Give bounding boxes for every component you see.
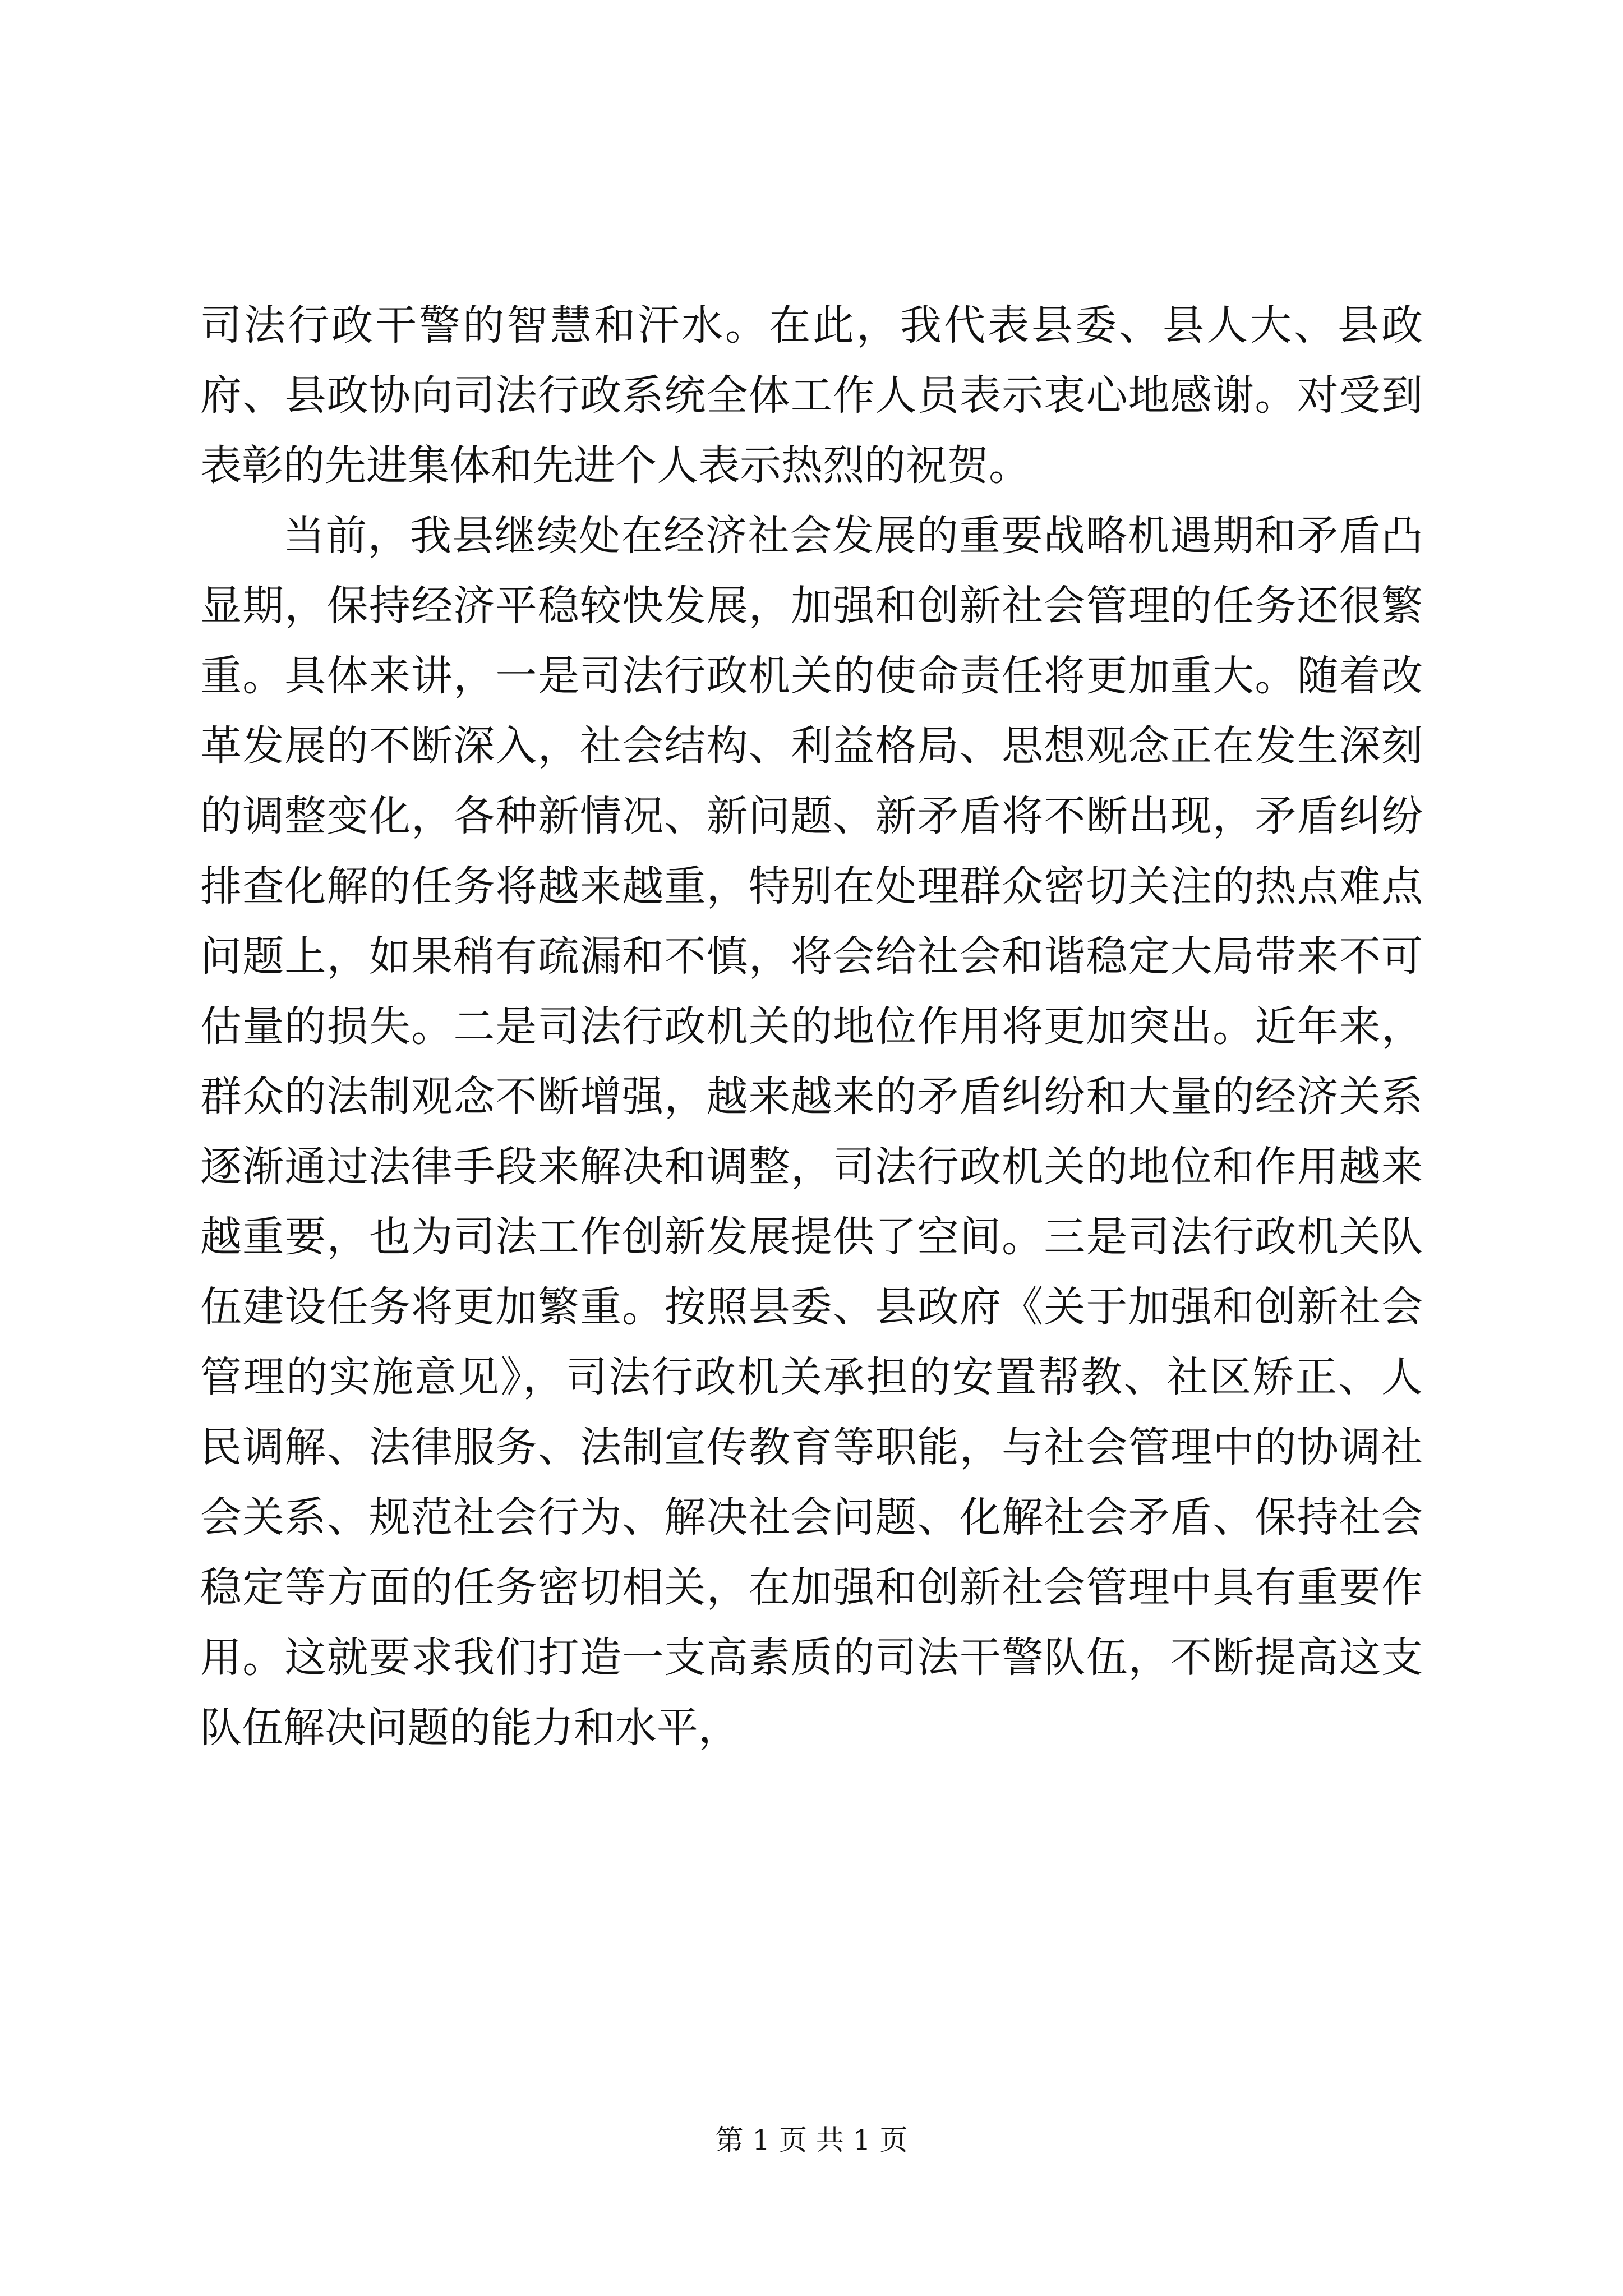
document-body (200, 291, 1423, 1763)
paragraph-2: 当前，我县继续处在经济社会发展的重要战略机遇期和矛盾凸显期，保持经济平稳较快发展，加强和创新社会管理的任务还很繁重。具体来讲，一是司法行政机关的使命责任将更加重大。随着改革发展的不断深入，社会结构、利益格局、思想观念正在发生深刻的调整变化，各种新情况、新问题、新矛盾将不断出现，矛盾纠纷排查化解的任务将越来越重，特别在处理群众密切关注的热点难点问题上，如果稍有疏漏和不慎，将会给社会和谐稳定大局带来不可估量的损失。二是司法行政机关的地位作用将更加突出。近年来，群众的法制观念不断增强，越来越来的矛盾纠纷和大量的经济关系逐渐通过法律手段来解决和调整，司法行政机关的地位和作用越来越重要，也为司法工作创新发展提供了空间。三是司法行政机关队伍建设任务将更加繁重。按照县委、县政府《关于加强和创新社会管理的实施意见》，司法行政机关承担的安置帮教、社区矫正、人民调解、法律服务、法制宣传教育等职能，与社会管理中的协调社会关系、规范社会行为、解决社会问题、化解社会矛盾、保持社会稳定等方面的任务密切相关，在加强和创新社会管理中具有重要作用。这就要求我们打造一支高素质的司法干警队伍，不断提高这支队伍解决问题的能力和水平， (200, 512, 1423, 1752)
page-footer: 第 1 页 共 1 页 (715, 2124, 908, 2156)
paragraph-1: 司法行政干警的智慧和汗水。在此，我代表县委、县人大、县政府、县政协向司法行政系统全体工作人员表示衷心地感谢。对受到表彰的先进集体和先进个人表示热烈的祝贺。 (200, 301, 1423, 490)
